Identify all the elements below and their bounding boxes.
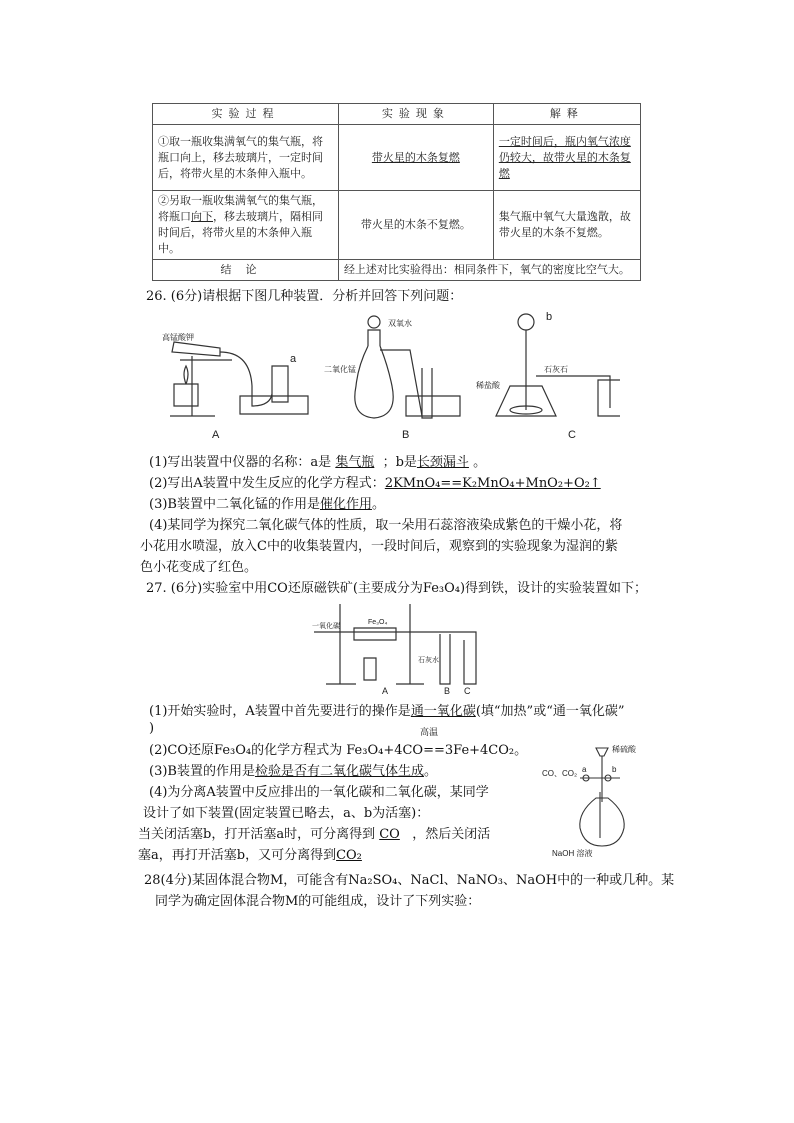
q26-apparatus-figure (160, 306, 620, 446)
q27-line5: 设计了如下装置(固定装置已略去，a、b为活塞)： (143, 806, 430, 821)
alcohol-lamp (174, 384, 198, 406)
label-caco3: 石灰石 (544, 365, 568, 374)
label-hcl: 稀盐酸 (476, 381, 500, 390)
label-C: C (464, 686, 471, 696)
q27-line7: 塞a，再打开活塞b，又可分离得到CO₂ (138, 848, 362, 863)
table-row (153, 191, 641, 260)
label-naoh: NaOH 溶液 (552, 849, 593, 858)
q26-line4: (4)某同学为探究二氧化碳气体的性质，取一朵用石蕊溶液染成紫色的干燥小花，将 (149, 518, 623, 533)
table-header-row (153, 104, 641, 125)
label-a: a (290, 353, 297, 365)
row2-phenomenon: 带火星的木条不复燃。 (338, 191, 493, 260)
conclusion-text: 经上述对比实验得出：相同条件下，氧气的密度比空气大。 (338, 260, 640, 281)
q27-line1: (1)开始实验时，A装置中首先要进行的操作是通一氧化碳(填“加热”或“通一氧化碳” (149, 704, 625, 719)
q28-line1: 28(4分)某固体混合物M，可能含有Na₂SO₄、NaCl、NaNO₃、NaOH中的一种或几种。某 (144, 873, 675, 888)
q26-line5: 小花用水喷湿，放入C中的收集装置内，一段时间后，观察到的实验现象为湿润的紫 (140, 539, 618, 554)
q26-line3: (3)B装置中二氧化锰的作用是催化作用。 (149, 497, 385, 512)
label-kmno4: 高锰酸钾 (162, 333, 194, 342)
label-mno2: 二氧化锰 (324, 365, 356, 374)
water-trough (240, 396, 308, 414)
q28-line2: 同学为确定固体混合物M的可能组成，设计了下列实验： (155, 894, 481, 909)
label-co: 一氧化碳 (312, 623, 340, 630)
iron-stand (170, 356, 232, 416)
gas-jar-c (598, 380, 620, 416)
q27-line2: (2)CO还原Fe₃O₄的化学方程式为 Fe₃O₄+4CO==3Fe+4CO₂。 (149, 743, 528, 758)
separatory-funnel (368, 316, 380, 328)
q27-line1-close: ) (149, 721, 155, 736)
header-phenomenon: 实验现象 (338, 104, 493, 125)
bottle-c (460, 632, 476, 684)
row2-explanation: 集气瓶中氧气大量逸散，故带火星的木条不复燃。 (493, 191, 640, 260)
label-B: B (444, 686, 451, 696)
conclusion-label: 结论 (153, 260, 339, 281)
q27-separation-figure (540, 742, 656, 858)
long-funnel (518, 314, 534, 330)
label-fe3o4: Fe₃O₄ (368, 619, 388, 626)
alcohol-lamp (364, 658, 376, 680)
flask (580, 798, 624, 846)
label-lime: 石灰水 (418, 657, 439, 664)
header-explanation: 解释 (493, 104, 640, 125)
label-a: a (582, 765, 587, 774)
q26-line1: (1)写出装置中仪器的名称：a是 集气瓶 ；b是长颈漏斗 。 (149, 455, 487, 470)
row1-explanation: 一定时间后，瓶内氧气浓度仍较大，故带火星的木条复燃 (493, 125, 640, 191)
label-acid: 稀硫酸 (612, 745, 636, 754)
q26-header: 26. (6分)请根据下图几种装置．分析并回答下列问题： (146, 289, 463, 304)
gas-jar-a (272, 366, 288, 402)
label-h2o2: 双氧水 (388, 319, 412, 328)
flask (355, 346, 393, 418)
label-A: A (212, 429, 220, 441)
label-B: B (402, 429, 410, 441)
q27-header: 27. (6分)实验室中用CO还原磁铁矿(主要成分为Fe₃O₄)得到铁，设计的实验装置如下； (146, 581, 648, 596)
q27-line6: 当关闭活塞b，打开活塞a时，可分离得到 CO ，然后关闭活 (138, 827, 491, 842)
q27-condition: 高温 (420, 728, 439, 738)
glass-tube (354, 628, 396, 640)
label-b: b (612, 765, 617, 774)
q26-line2: (2)写出A装置中发生反应的化学方程式：2KMnO₄==K₂MnO₄+MnO₂+O₂↑ (149, 476, 601, 491)
dropping-funnel (596, 748, 608, 756)
table-row (153, 125, 641, 191)
label-b: b (546, 311, 553, 323)
q26-line6: 色小花变成了红色。 (140, 560, 258, 575)
label-gas: CO、CO₂ (542, 769, 578, 778)
q27-line4: (4)为分离A装置中反应排出的一氧化碳和二氧化碳，某同学 (149, 785, 489, 800)
row2-process: ②另取一瓶收集满氧气的集气瓶，将瓶口向下，移去玻璃片，隔相同时间后，将带火星的木条伸入瓶中。 (153, 191, 339, 260)
row1-phenomenon: 带火星的木条复燃 (338, 125, 493, 191)
label-C: C (568, 429, 576, 441)
experiment-table (152, 103, 641, 281)
q27-apparatus-figure (310, 600, 490, 696)
test-tube-b (440, 634, 450, 684)
test-tube (172, 342, 220, 356)
collecting-tube (422, 368, 432, 418)
label-A: A (382, 686, 389, 696)
table-row (153, 260, 641, 281)
row1-process: ①取一瓶收集满氧气的集气瓶，将瓶口向上，移去玻璃片，一定时间后，将带火星的木条伸入瓶中。 (153, 125, 339, 191)
q27-line3: (3)B装置的作用是检验是否有二氧化碳气体生成。 (149, 764, 437, 779)
header-process: 实验过程 (153, 104, 339, 125)
